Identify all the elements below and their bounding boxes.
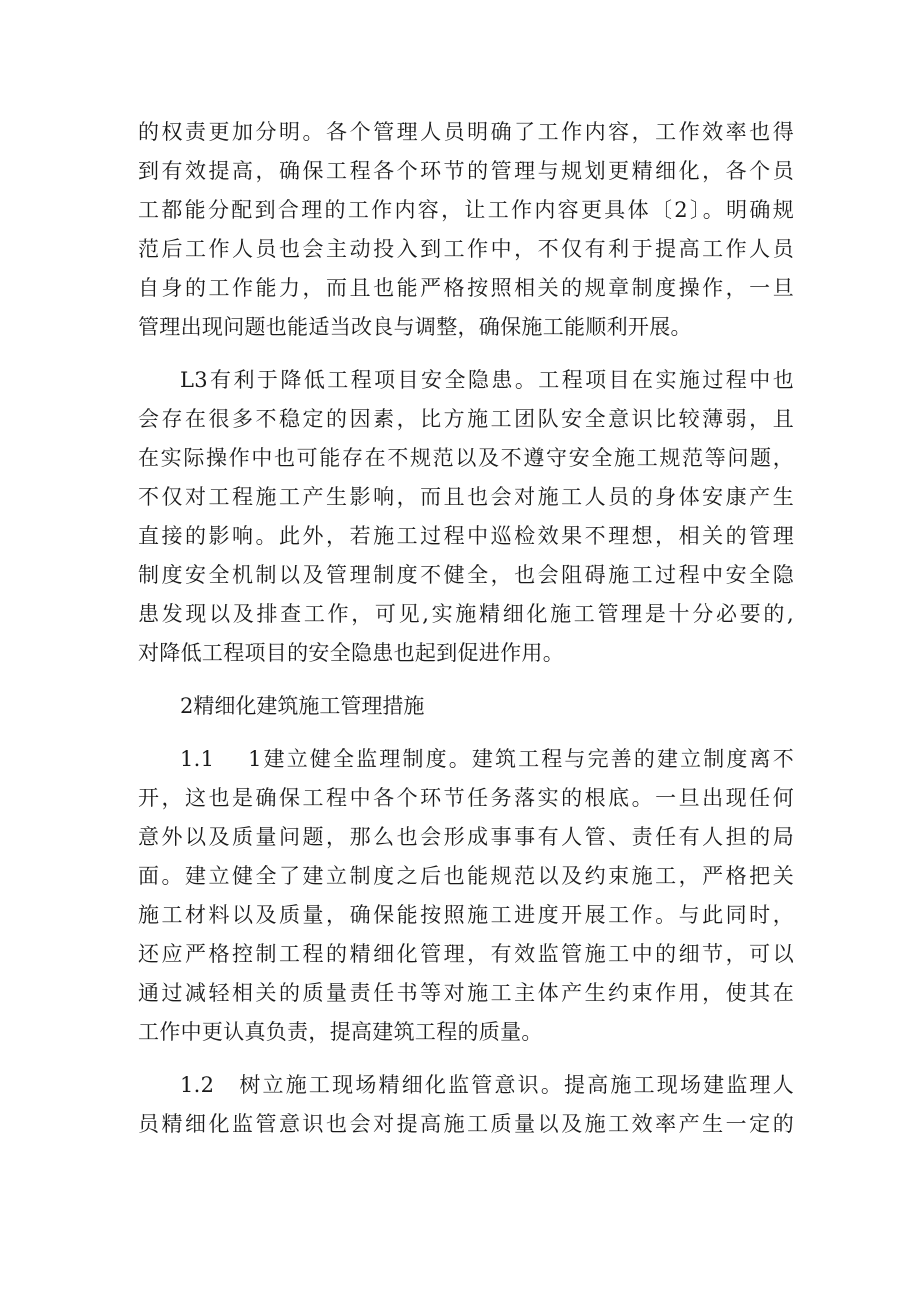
paragraph-line: 1.1 1建立健全监理制度。建筑工程与完善的建立制度离不 (180, 747, 794, 771)
paragraph-line: 的权责更加分明。各个管理人员明确了工作内容，工作效率也得 (138, 120, 794, 144)
paragraph-line: 制度安全机制以及管理制度不健全，也会阻碍施工过程中安全隐 (138, 563, 794, 587)
paragraph-line: L3有利于降低工程项目安全隐患。工程项目在实施过程中也 (180, 368, 794, 392)
paragraph-1 (138, 113, 794, 347)
paragraph-line: 意外以及质量问题，那么也会形成事事有人管、责任有人担的局 (138, 825, 794, 849)
paragraph-line: 工都能分配到合理的工作内容，让工作内容更具体〔2〕。明确规 (138, 198, 794, 222)
paragraph-line: 会存在很多不稳定的因素，比方施工团队安全意识比较薄弱，且 (138, 407, 794, 431)
paragraph-line: 不仅对工程施工产生影响，而且也会对施工人员的身体安康产生 (138, 485, 794, 509)
paragraph-line: 患发现以及排查工作，可见,实施精细化施工管理是十分必要的, (138, 602, 794, 626)
paragraph-line: 直接的影响。此外，若施工过程中巡检效果不理想，相关的管理 (138, 524, 794, 548)
paragraph-line: 到有效提高，确保工程各个环节的管理与规划更精细化，各个员 (138, 159, 794, 183)
paragraph-line: 自身的工作能力，而且也能严格按照相关的规章制度操作，一旦 (138, 276, 794, 300)
paragraph-line: 面。建立健全了建立制度之后也能规范以及约束施工，严格把关 (138, 864, 794, 888)
paragraph-4 (138, 1066, 794, 1144)
section-heading: 2精细化建筑施工管理措施 (180, 694, 425, 718)
paragraph-line: 还应严格控制工程的精细化管理，有效监管施工中的细节，可以 (138, 942, 794, 966)
paragraph-line: 1.2 树立施工现场精细化监管意识。提高施工现场建监理人 (180, 1073, 794, 1097)
paragraph-line: 开，这也是确保工程中各个环节任务落实的根底。一旦出现任何 (138, 786, 794, 810)
paragraph-3 (138, 740, 794, 1052)
document-body (138, 113, 794, 1144)
paragraph-line: 员精细化监管意识也会对提高施工质量以及施工效率产生一定的 (138, 1112, 794, 1136)
paragraph-line: 范后工作人员也会主动投入到工作中，不仅有利于提高工作人员 (138, 237, 794, 261)
paragraph-line: 施工材料以及质量，确保能按照施工进度开展工作。与此同时， (138, 903, 794, 927)
paragraph-line: 工作中更认真负责，提高建筑工程的质量。 (138, 1020, 543, 1044)
paragraph-line: 对降低工程项目的安全隐患也起到促进作用。 (138, 641, 564, 665)
paragraph-line: 在实际操作中也可能存在不规范以及不遵守安全施工规范等问题， (138, 446, 794, 470)
paragraph-line: 管理出现问题也能适当改良与调整，确保施工能顺利开展。 (138, 315, 692, 339)
paragraph-2 (138, 361, 794, 673)
paragraph-line: 通过减轻相关的质量责任书等对施工主体产生约束作用，使其在 (138, 981, 794, 1005)
